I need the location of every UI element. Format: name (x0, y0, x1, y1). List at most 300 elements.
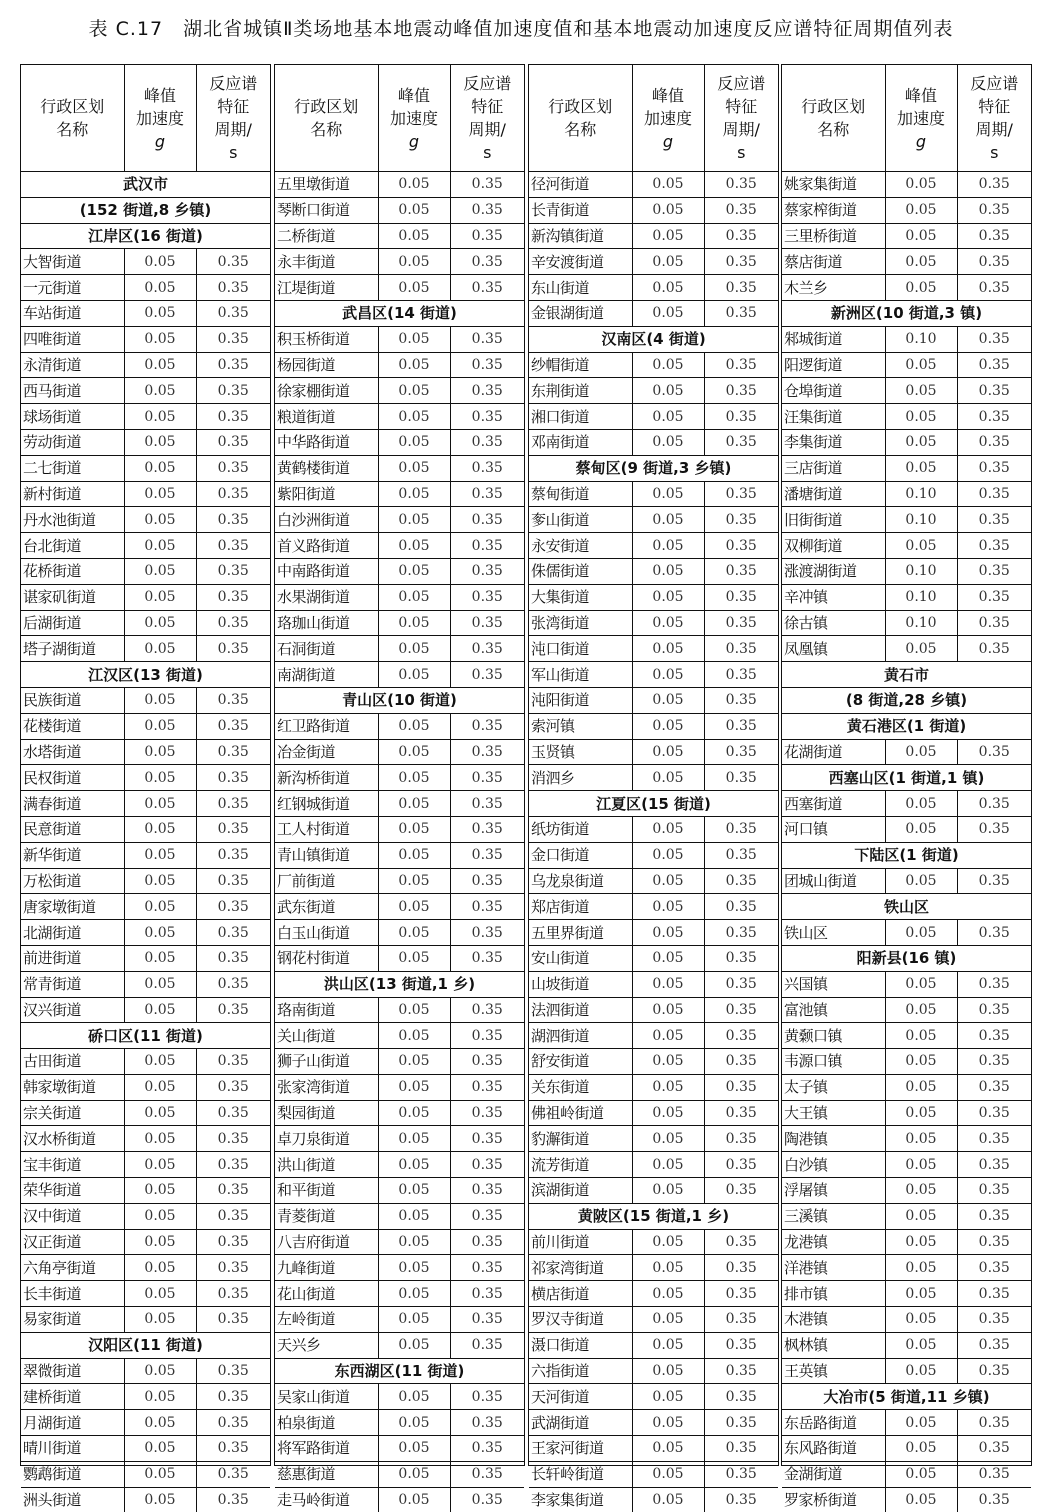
period-value-cell: 0.35 (704, 765, 778, 791)
period-value-cell: 0.35 (704, 1332, 778, 1358)
pga-value-cell: 0.05 (632, 481, 704, 507)
period-value-cell: 0.35 (957, 1049, 1031, 1075)
table-row (275, 1229, 524, 1255)
table-row (275, 610, 524, 636)
table-row (782, 1126, 1031, 1152)
table-row (782, 1178, 1031, 1204)
period-value-cell: 0.35 (196, 1074, 270, 1100)
section-heading-row (529, 791, 778, 817)
pga-value-cell: 0.05 (885, 352, 957, 378)
table-row (275, 1074, 524, 1100)
period-value-cell: 0.35 (196, 1307, 270, 1333)
header-region-name: 行政区划 名称 (782, 65, 885, 172)
region-name-cell: 唐家墩街道 (21, 894, 124, 920)
region-name-cell: 建桥街道 (21, 1384, 124, 1410)
table-row (529, 404, 778, 430)
region-name-cell: 车站街道 (21, 300, 124, 326)
period-value-cell: 0.35 (704, 713, 778, 739)
region-name-cell: 滠口街道 (529, 1332, 632, 1358)
table-row (275, 172, 524, 198)
region-name-cell: 汪集街道 (782, 404, 885, 430)
table-row (275, 997, 524, 1023)
section-heading: 铁山区 (782, 894, 1031, 920)
table-row (529, 842, 778, 868)
table-row (275, 1307, 524, 1333)
region-name-cell: 李家集街道 (529, 1487, 632, 1512)
section-heading: 黄石港区(1 街道) (782, 713, 1031, 739)
period-value-cell: 0.35 (704, 352, 778, 378)
period-value-cell: 0.35 (450, 868, 524, 894)
table-row (21, 1307, 270, 1333)
region-name-cell: 纱帽街道 (529, 352, 632, 378)
table-row (782, 868, 1031, 894)
table-row (275, 1126, 524, 1152)
table-row (21, 300, 270, 326)
pga-value-cell: 0.05 (885, 1332, 957, 1358)
period-value-cell: 0.35 (196, 249, 270, 275)
pga-value-cell: 0.05 (378, 610, 450, 636)
period-value-cell: 0.35 (450, 1281, 524, 1307)
pga-value-cell: 0.05 (632, 1074, 704, 1100)
region-name-cell: 民意街道 (21, 816, 124, 842)
period-value-cell: 0.35 (196, 920, 270, 946)
region-name-cell: 珞南街道 (275, 997, 378, 1023)
table-row (529, 1358, 778, 1384)
pga-value-cell: 0.05 (885, 1281, 957, 1307)
region-name-cell: 六角亭街道 (21, 1255, 124, 1281)
table-row (529, 1126, 778, 1152)
table-row (529, 765, 778, 791)
period-value-cell: 0.35 (957, 636, 1031, 662)
pga-value-cell: 0.05 (124, 1358, 196, 1384)
table-row (529, 945, 778, 971)
section-heading: 汉阳区(11 街道) (21, 1332, 270, 1358)
period-value-cell: 0.35 (450, 1152, 524, 1178)
period-value-cell: 0.35 (450, 378, 524, 404)
table-row (275, 894, 524, 920)
section-heading: (152 街道,8 乡镇) (21, 197, 270, 223)
table-row (275, 1332, 524, 1358)
table-row (275, 326, 524, 352)
pga-value-cell: 0.05 (378, 378, 450, 404)
pga-value-cell: 0.05 (124, 378, 196, 404)
section-heading-row (275, 1358, 524, 1384)
table-row (21, 429, 270, 455)
pga-value-cell: 0.05 (124, 533, 196, 559)
region-name-cell: 富池镇 (782, 997, 885, 1023)
pga-value-cell: 0.05 (378, 1203, 450, 1229)
pga-value-cell: 0.05 (632, 1100, 704, 1126)
period-value-cell: 0.35 (704, 481, 778, 507)
pga-value-cell: 0.05 (378, 481, 450, 507)
period-value-cell: 0.35 (196, 507, 270, 533)
pga-value-cell: 0.05 (632, 1487, 704, 1512)
pga-value-cell: 0.05 (124, 481, 196, 507)
region-name-cell: 白沙镇 (782, 1152, 885, 1178)
pga-value-cell: 0.05 (378, 1461, 450, 1487)
pga-value-cell: 0.05 (378, 197, 450, 223)
period-value-cell: 0.35 (450, 197, 524, 223)
table-row (782, 223, 1031, 249)
period-value-cell: 0.35 (450, 1384, 524, 1410)
region-name-cell: 劳动街道 (21, 429, 124, 455)
pga-value-cell: 0.05 (632, 584, 704, 610)
pga-value-cell: 0.05 (885, 1074, 957, 1100)
period-value-cell: 0.35 (704, 1307, 778, 1333)
table-column-3 (528, 64, 779, 1510)
region-name-cell: 郑店街道 (529, 894, 632, 920)
pga-value-cell: 0.05 (124, 868, 196, 894)
period-value-cell: 0.35 (957, 1126, 1031, 1152)
table-row (21, 1487, 270, 1512)
period-value-cell: 0.35 (957, 275, 1031, 301)
table-row (529, 352, 778, 378)
table-row (529, 868, 778, 894)
table-row (529, 662, 778, 688)
pga-value-cell: 0.05 (378, 662, 450, 688)
pga-value-cell: 0.05 (124, 275, 196, 301)
period-value-cell: 0.35 (196, 1229, 270, 1255)
table-row (782, 1281, 1031, 1307)
period-value-cell: 0.35 (450, 842, 524, 868)
region-name-cell: 和平街道 (275, 1178, 378, 1204)
pga-value-cell: 0.05 (124, 1178, 196, 1204)
table-row (21, 584, 270, 610)
pga-value-cell: 0.05 (378, 584, 450, 610)
table-row (21, 816, 270, 842)
section-heading: 武昌区(14 街道) (275, 300, 524, 326)
period-value-cell: 0.35 (196, 713, 270, 739)
period-value-cell: 0.35 (957, 429, 1031, 455)
section-heading-row (782, 945, 1031, 971)
table-row (529, 971, 778, 997)
region-name-cell: 大集街道 (529, 584, 632, 610)
pga-value-cell: 0.05 (632, 894, 704, 920)
table-row (782, 1461, 1031, 1487)
region-name-cell: 青山镇街道 (275, 842, 378, 868)
pga-value-cell: 0.05 (885, 1023, 957, 1049)
region-name-cell: 柏泉街道 (275, 1410, 378, 1436)
section-heading: 黄陂区(15 街道,1 乡) (529, 1203, 778, 1229)
region-name-cell: 排市镇 (782, 1281, 885, 1307)
period-value-cell: 0.35 (450, 1126, 524, 1152)
pga-value-cell: 0.05 (885, 1049, 957, 1075)
period-value-cell: 0.35 (196, 429, 270, 455)
period-value-cell: 0.35 (196, 1178, 270, 1204)
period-value-cell: 0.35 (704, 1436, 778, 1462)
pga-value-cell: 0.05 (632, 662, 704, 688)
table-row (21, 352, 270, 378)
pga-value-cell: 0.05 (632, 1358, 704, 1384)
period-value-cell: 0.35 (704, 1229, 778, 1255)
section-heading-row (529, 1203, 778, 1229)
period-value-cell: 0.35 (704, 610, 778, 636)
period-value-cell: 0.35 (450, 662, 524, 688)
table-row (275, 584, 524, 610)
region-name-cell: 仓埠街道 (782, 378, 885, 404)
header-peak-acceleration: 峰值 加速度 g (885, 65, 957, 172)
period-value-cell: 0.35 (704, 1126, 778, 1152)
pga-value-cell: 0.05 (378, 791, 450, 817)
period-value-cell: 0.35 (196, 1436, 270, 1462)
region-name-cell: 徐家棚街道 (275, 378, 378, 404)
header-row (275, 65, 524, 172)
pga-value-cell: 0.05 (124, 1049, 196, 1075)
period-value-cell: 0.35 (704, 275, 778, 301)
period-value-cell: 0.35 (957, 997, 1031, 1023)
section-heading: 新洲区(10 街道,3 镇) (782, 300, 1031, 326)
period-value-cell: 0.35 (450, 894, 524, 920)
table-row (529, 558, 778, 584)
pga-value-cell: 0.05 (378, 1049, 450, 1075)
pga-value-cell: 0.05 (885, 404, 957, 430)
pga-value-cell: 0.05 (885, 197, 957, 223)
table-row (21, 1436, 270, 1462)
period-value-cell: 0.35 (196, 1049, 270, 1075)
table-row (782, 533, 1031, 559)
table-row (21, 1281, 270, 1307)
region-name-cell: 紫阳街道 (275, 481, 378, 507)
pga-value-cell: 0.05 (378, 1384, 450, 1410)
table-row (529, 1461, 778, 1487)
pga-value-cell: 0.05 (378, 533, 450, 559)
pga-value-cell: 0.05 (885, 1307, 957, 1333)
pga-value-cell: 0.10 (885, 326, 957, 352)
region-name-cell: 长丰街道 (21, 1281, 124, 1307)
pga-value-cell: 0.05 (124, 404, 196, 430)
header-row (782, 65, 1031, 172)
section-heading: 西塞山区(1 街道,1 镇) (782, 765, 1031, 791)
region-name-cell: 丹水池街道 (21, 507, 124, 533)
table-row (275, 1384, 524, 1410)
region-name-cell: 蔡甸街道 (529, 481, 632, 507)
pga-value-cell: 0.05 (632, 1307, 704, 1333)
pga-value-cell: 0.05 (632, 610, 704, 636)
table-row (21, 378, 270, 404)
section-heading-row (21, 1332, 270, 1358)
section-heading-row (782, 662, 1031, 688)
section-heading-row (529, 326, 778, 352)
region-name-cell: 张家湾街道 (275, 1074, 378, 1100)
period-value-cell: 0.35 (957, 1023, 1031, 1049)
period-value-cell: 0.35 (196, 687, 270, 713)
period-value-cell: 0.35 (957, 249, 1031, 275)
region-name-cell: 五里界街道 (529, 920, 632, 946)
section-heading: 东西湖区(11 街道) (275, 1358, 524, 1384)
period-value-cell: 0.35 (450, 1229, 524, 1255)
pga-value-cell: 0.05 (885, 378, 957, 404)
table-row (275, 223, 524, 249)
table-row (529, 739, 778, 765)
table-row (529, 1436, 778, 1462)
table-row (529, 1307, 778, 1333)
pga-value-cell: 0.05 (632, 1126, 704, 1152)
table-row (275, 662, 524, 688)
pga-value-cell: 0.05 (124, 352, 196, 378)
table-row (275, 1152, 524, 1178)
table-wrapper (20, 64, 1032, 1510)
period-value-cell: 0.35 (196, 533, 270, 559)
pga-value-cell: 0.05 (632, 172, 704, 198)
region-name-cell: 陶港镇 (782, 1126, 885, 1152)
pga-value-cell: 0.05 (885, 1436, 957, 1462)
region-name-cell: 西马街道 (21, 378, 124, 404)
region-name-cell: 铁山区 (782, 920, 885, 946)
region-name-cell: 王家河街道 (529, 1436, 632, 1462)
period-value-cell: 0.35 (196, 455, 270, 481)
pga-value-cell: 0.05 (885, 172, 957, 198)
table-row (21, 687, 270, 713)
pga-value-cell: 0.05 (124, 1461, 196, 1487)
region-name-cell: 潘塘街道 (782, 481, 885, 507)
region-name-cell: 韩家墩街道 (21, 1074, 124, 1100)
period-value-cell: 0.35 (704, 1358, 778, 1384)
region-name-cell: 长青街道 (529, 197, 632, 223)
pga-value-cell: 0.05 (378, 223, 450, 249)
region-name-cell: 晴川街道 (21, 1436, 124, 1462)
header-peak-acceleration: 峰值 加速度 g (124, 65, 196, 172)
table-row (21, 1074, 270, 1100)
table-row (782, 326, 1031, 352)
table-row (782, 172, 1031, 198)
period-value-cell: 0.35 (450, 1332, 524, 1358)
region-name-cell: 西塞街道 (782, 791, 885, 817)
pga-value-cell: 0.05 (378, 1436, 450, 1462)
period-value-cell: 0.35 (704, 636, 778, 662)
section-heading-row (782, 1384, 1031, 1410)
pga-value-cell: 0.05 (885, 997, 957, 1023)
region-name-cell: 三里桥街道 (782, 223, 885, 249)
table-row (21, 1049, 270, 1075)
table-row (529, 1023, 778, 1049)
period-value-cell: 0.35 (704, 197, 778, 223)
period-value-cell: 0.35 (196, 300, 270, 326)
region-name-cell: 汉中街道 (21, 1203, 124, 1229)
period-value-cell: 0.35 (196, 1203, 270, 1229)
period-value-cell: 0.35 (704, 558, 778, 584)
period-value-cell: 0.35 (196, 1410, 270, 1436)
pga-value-cell: 0.05 (885, 868, 957, 894)
table-row (21, 1461, 270, 1487)
pga-value-cell: 0.05 (378, 352, 450, 378)
period-value-cell: 0.35 (704, 842, 778, 868)
period-value-cell: 0.35 (196, 971, 270, 997)
region-name-cell: 宝丰街道 (21, 1152, 124, 1178)
pga-value-cell: 0.05 (632, 765, 704, 791)
region-name-cell: 关山街道 (275, 1023, 378, 1049)
period-value-cell: 0.35 (450, 920, 524, 946)
region-name-cell: 流芳街道 (529, 1152, 632, 1178)
region-name-cell: 前进街道 (21, 945, 124, 971)
period-value-cell: 0.35 (957, 481, 1031, 507)
pga-value-cell: 0.05 (378, 739, 450, 765)
pga-value-cell: 0.05 (124, 816, 196, 842)
period-value-cell: 0.35 (704, 687, 778, 713)
header-region-name: 行政区划 名称 (21, 65, 124, 172)
table-row (529, 1281, 778, 1307)
region-name-cell: 沌口街道 (529, 636, 632, 662)
pga-value-cell: 0.05 (885, 429, 957, 455)
region-name-cell: 中华路街道 (275, 429, 378, 455)
region-name-cell: 黄鹤楼街道 (275, 455, 378, 481)
pga-value-cell: 0.05 (632, 378, 704, 404)
region-name-cell: 安山街道 (529, 945, 632, 971)
region-name-cell: 梨园街道 (275, 1100, 378, 1126)
section-heading-row (275, 300, 524, 326)
period-value-cell: 0.35 (957, 1203, 1031, 1229)
table-row (21, 404, 270, 430)
region-name-cell: 三溪镇 (782, 1203, 885, 1229)
region-name-cell: 湘口街道 (529, 404, 632, 430)
period-value-cell: 0.35 (450, 533, 524, 559)
region-name-cell: 走马岭街道 (275, 1487, 378, 1512)
pga-value-cell: 0.05 (124, 1436, 196, 1462)
region-name-cell: 积玉桥街道 (275, 326, 378, 352)
section-heading-row (782, 842, 1031, 868)
pga-value-cell: 0.05 (124, 1487, 196, 1512)
period-value-cell: 0.35 (957, 1332, 1031, 1358)
region-name-cell: 民族街道 (21, 687, 124, 713)
pga-value-cell: 0.05 (632, 636, 704, 662)
pga-value-cell: 0.05 (378, 429, 450, 455)
period-value-cell: 0.35 (196, 894, 270, 920)
period-value-cell: 0.35 (704, 816, 778, 842)
region-name-cell: 东岳路街道 (782, 1410, 885, 1436)
section-heading-row (275, 971, 524, 997)
region-name-cell: 横店街道 (529, 1281, 632, 1307)
pga-value-cell: 0.05 (124, 507, 196, 533)
table-row (275, 920, 524, 946)
table-row (275, 1410, 524, 1436)
region-name-cell: 龙港镇 (782, 1229, 885, 1255)
pga-value-cell: 0.05 (124, 1074, 196, 1100)
pga-value-cell: 0.05 (124, 584, 196, 610)
region-name-cell: 太子镇 (782, 1074, 885, 1100)
region-name-cell: 金湖街道 (782, 1461, 885, 1487)
pga-value-cell: 0.05 (632, 1178, 704, 1204)
table-row (529, 687, 778, 713)
pga-value-cell: 0.05 (885, 1487, 957, 1512)
pga-value-cell: 0.05 (378, 172, 450, 198)
table-row (275, 1255, 524, 1281)
pga-value-cell: 0.05 (124, 687, 196, 713)
region-name-cell: 琴断口街道 (275, 197, 378, 223)
period-value-cell: 0.35 (704, 971, 778, 997)
pga-value-cell: 0.05 (632, 223, 704, 249)
table-row (782, 1203, 1031, 1229)
table-row (782, 920, 1031, 946)
pga-value-cell: 0.05 (885, 533, 957, 559)
period-value-cell: 0.35 (196, 997, 270, 1023)
region-name-cell: 新华街道 (21, 842, 124, 868)
period-value-cell: 0.35 (704, 300, 778, 326)
section-heading-row (21, 1023, 270, 1049)
period-value-cell: 0.35 (704, 920, 778, 946)
table-row (782, 1410, 1031, 1436)
pga-value-cell: 0.05 (378, 558, 450, 584)
table-row (275, 713, 524, 739)
section-heading: 洪山区(13 街道,1 乡) (275, 971, 524, 997)
period-value-cell: 0.35 (957, 326, 1031, 352)
period-value-cell: 0.35 (704, 1074, 778, 1100)
period-value-cell: 0.35 (957, 1074, 1031, 1100)
period-value-cell: 0.35 (196, 739, 270, 765)
pga-value-cell: 0.05 (378, 920, 450, 946)
region-name-cell: 花湖街道 (782, 739, 885, 765)
table-row (782, 507, 1031, 533)
region-name-cell: 纸坊街道 (529, 816, 632, 842)
period-value-cell: 0.35 (704, 584, 778, 610)
